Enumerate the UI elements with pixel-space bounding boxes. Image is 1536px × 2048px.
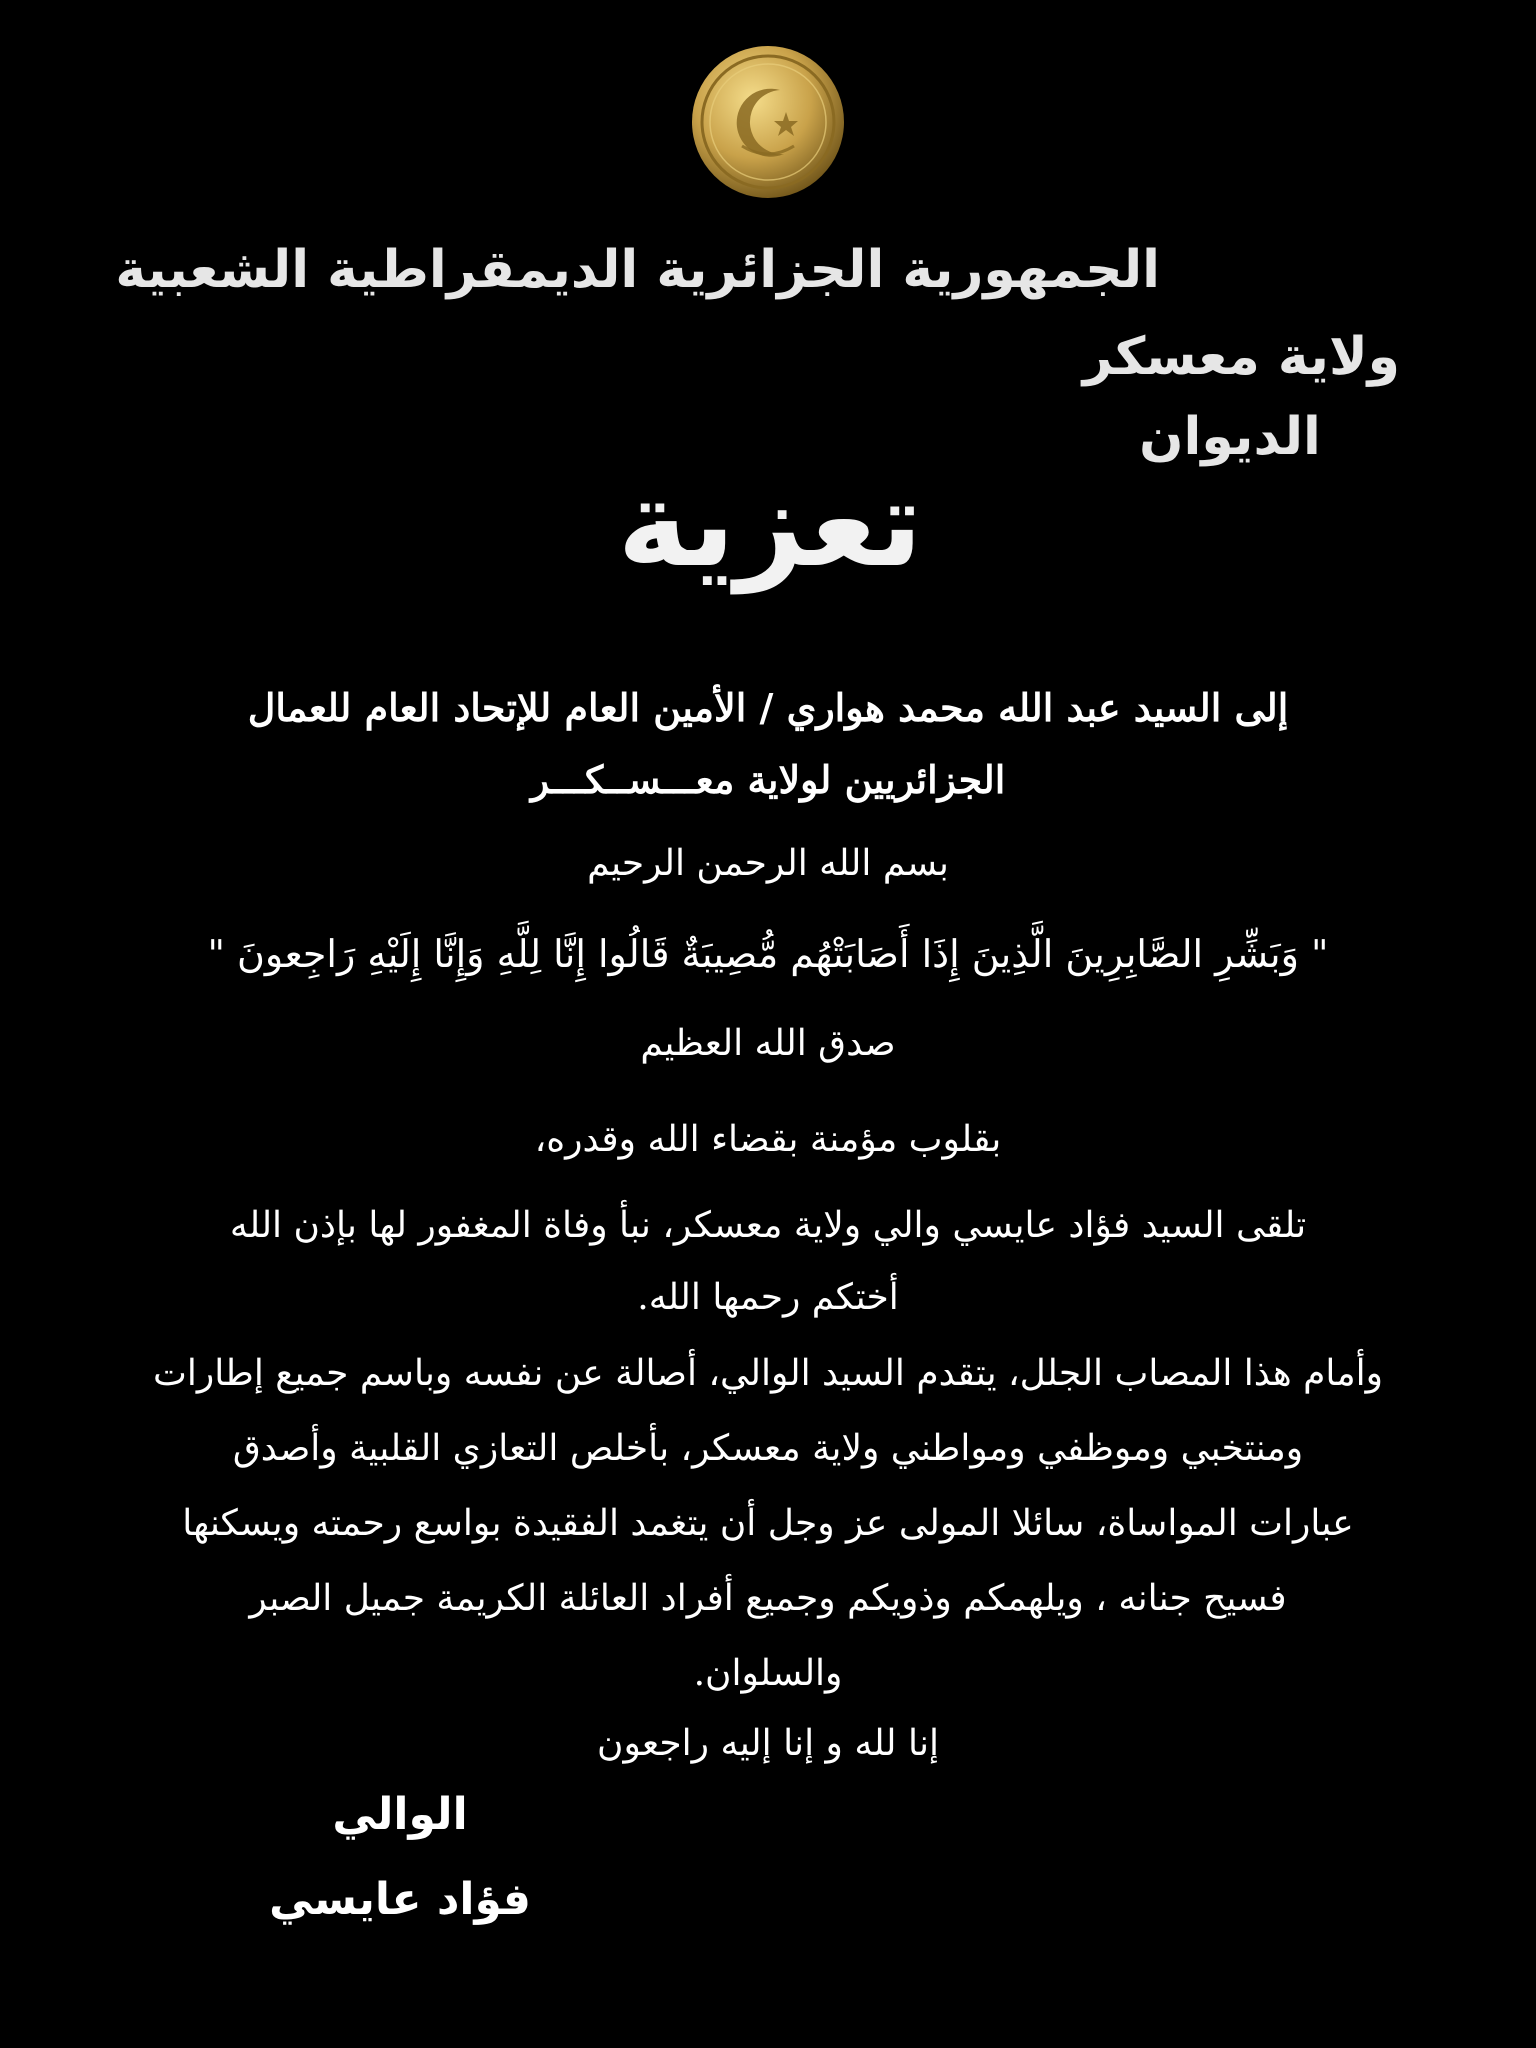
body-paragraph-3-line: عبارات المواساة، سائلا المولى عز وجل أن يتغمد الفقيدة بواسع رحمته ويسكنها <box>182 1503 1354 1544</box>
addressee-line-2: الجزائريين لولاية معـــســكـــر <box>530 757 1006 802</box>
republic-header: الجمهورية الجزائرية الديمقراطية الشعبية <box>115 240 1160 300</box>
body-line-1: بقلوب مؤمنة بقضاء الله وقدره، <box>534 1119 1002 1160</box>
closing-line: إنا لله و إنا إليه راجعون <box>597 1723 939 1764</box>
body-paragraph-3-line: ومنتخبي وموظفي ومواطني ولاية معسكر، بأخلص التعازي القلبية وأصدق <box>232 1428 1304 1469</box>
addressee <box>90 672 1446 816</box>
body-paragraph-3-line: والسلوان. <box>693 1653 843 1694</box>
quran-verse: " وَبَشِّرِ الصَّابِرِينَ الَّذِينَ إِذَا أَصَابَتْهُم مُّصِيبَةٌ قَالُوا إِنَّا لِلَّهِ وَإِنَّا إِلَيْهِ رَاجِعونَ " <box>207 932 1329 976</box>
wilaya-header: ولاية معسكر <box>1082 327 1400 387</box>
signature-title: الوالي <box>332 1789 468 1840</box>
addressee-line-1: إلى السيد عبد الله محمد هواري / الأمين العام للإتحاد العام للعمال <box>247 685 1289 730</box>
sadaqa-line: صدق الله العظيم <box>640 1023 896 1064</box>
algeria-seal-icon <box>688 42 848 202</box>
body-paragraph-3 <box>90 1336 1446 1711</box>
body-paragraph-2 <box>90 1190 1446 1334</box>
body-paragraph-3-line: وأمام هذا المصاب الجلل، يتقدم السيد الوالي، أصالة عن نفسه وباسم جميع إطارات <box>152 1353 1384 1394</box>
body-paragraph-2-line: تلقى السيد فؤاد عايسي والي ولاية معسكر، نبأ وفاة المغفور لها بإذن الله <box>229 1205 1307 1246</box>
page-title: تعزية <box>617 455 923 594</box>
body-paragraph-3-line: فسيح جنانه ، ويلهمكم وذويكم وجميع أفراد العائلة الكريمة جميل الصبر <box>249 1578 1287 1619</box>
diwan-header: الديوان <box>1139 407 1321 467</box>
signature-name: فؤاد عايسي <box>269 1874 531 1925</box>
body-paragraph-2-line: أختكم رحمها الله. <box>637 1277 899 1318</box>
basmala: بسم الله الرحمن الرحيم <box>587 843 949 884</box>
